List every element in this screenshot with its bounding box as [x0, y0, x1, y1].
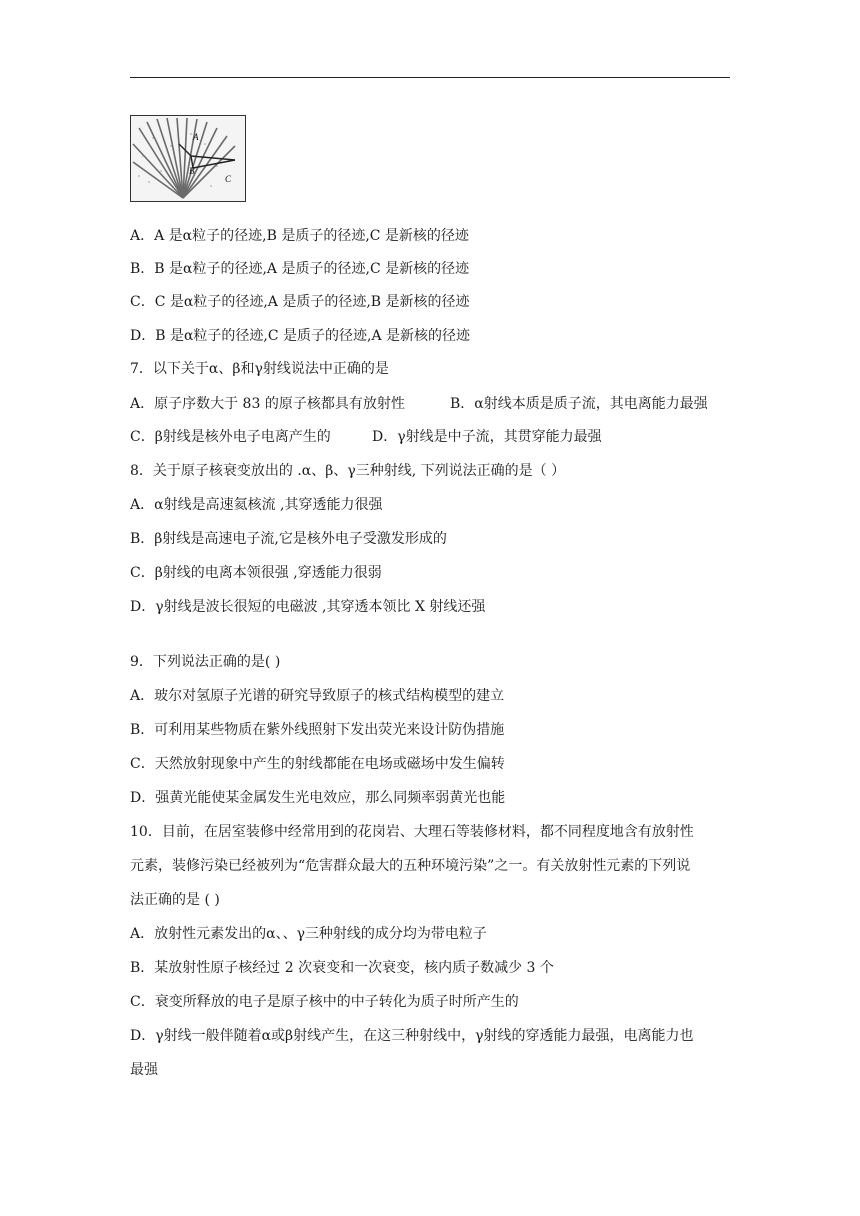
q10-stem-line2: 元素，装修污染已经被列为“危害群众最大的五种环境污染”之一。有关放射性元素的下列说 [130, 858, 691, 874]
q8-stem: 8．关于原子核衰变放出的 .α、β、γ三种射线, 下列说法正确的是（ ） [130, 463, 566, 479]
q7-option-a: A．原子序数大于 83 的原子核都具有放射性 [130, 396, 405, 412]
track-label-b: B [189, 166, 195, 176]
q9-stem: 9．下列说法正确的是( ) [130, 654, 281, 670]
q7-option-c: C．β射线是核外电子电离产生的 [130, 429, 331, 445]
q10-option-c: C．衰变所释放的电子是原子核中的中子转化为质子时所产生的 [130, 994, 519, 1010]
q8-option-c: C．β射线的电离本领很强 ,穿透能力很弱 [130, 565, 382, 581]
q8-option-d: D．γ射线是波长很短的电磁波 ,其穿透本领比 X 射线还强 [130, 599, 486, 615]
q10-stem-line1: 10．目前，在居室装修中经常用到的花岗岩、大理石等装修材料，都不同程度地含有放射性 [130, 824, 694, 840]
q7-option-b: B．α射线本质是质子流，其电离能力最强 [450, 396, 708, 412]
q6-option-c: C．C 是α粒子的径迹,A 是质子的径迹,B 是新核的径迹 [130, 294, 470, 310]
track-diagram [131, 116, 244, 200]
q10-option-a: A．放射性元素发出的α、、γ三种射线的成分均为带电粒子 [130, 926, 487, 942]
q10-stem-line3: 法正确的是 ( ) [130, 892, 220, 908]
q10-option-b: B．某放射性原子核经过 2 次衰变和一次衰变，核内质子数减少 3 个 [130, 960, 554, 976]
q9-option-d: D．强黄光能使某金属发生光电效应，那么同频率弱黄光也能 [130, 790, 506, 806]
q6-option-a: A．A 是α粒子的径迹,B 是质子的径迹,C 是新核的径迹 [130, 228, 469, 244]
q9-option-c: C．天然放射现象中产生的射线都能在电场或磁场中发生偏转 [130, 756, 505, 772]
q8-option-b: B．β射线是高速电子流,它是核外电子受激发形成的 [130, 531, 447, 547]
q6-option-b: B．B 是α粒子的径迹,A 是质子的径迹,C 是新核的径迹 [130, 261, 470, 277]
q7-stem: 7．以下关于α、β和γ射线说法中正确的是 [130, 361, 389, 377]
q9-option-b: B．可利用某些物质在紫外线照射下发出荧光来设计防伪措施 [130, 722, 505, 738]
header-rule [130, 77, 730, 78]
track-label-a: A [193, 132, 199, 142]
q6-option-d: D．B 是α粒子的径迹,C 是质子的径迹,A 是新核的径迹 [130, 328, 471, 344]
q8-option-a: A．α射线是高速氦核流 ,其穿透能力很强 [130, 497, 383, 513]
q9-option-a: A．玻尔对氢原子光谱的研究导致原子的核式结构模型的建立 [130, 688, 505, 704]
q10-option-d-line1: D．γ射线一般伴随着α或β射线产生，在这三种射线中，γ射线的穿透能力最强，电离能力也 [130, 1028, 694, 1044]
cloud-chamber-figure [130, 115, 246, 202]
q10-option-d-line2: 最强 [130, 1062, 158, 1078]
q7-option-d: D．γ射线是中子流，其贯穿能力最强 [372, 429, 602, 445]
track-label-c: C [225, 174, 232, 184]
